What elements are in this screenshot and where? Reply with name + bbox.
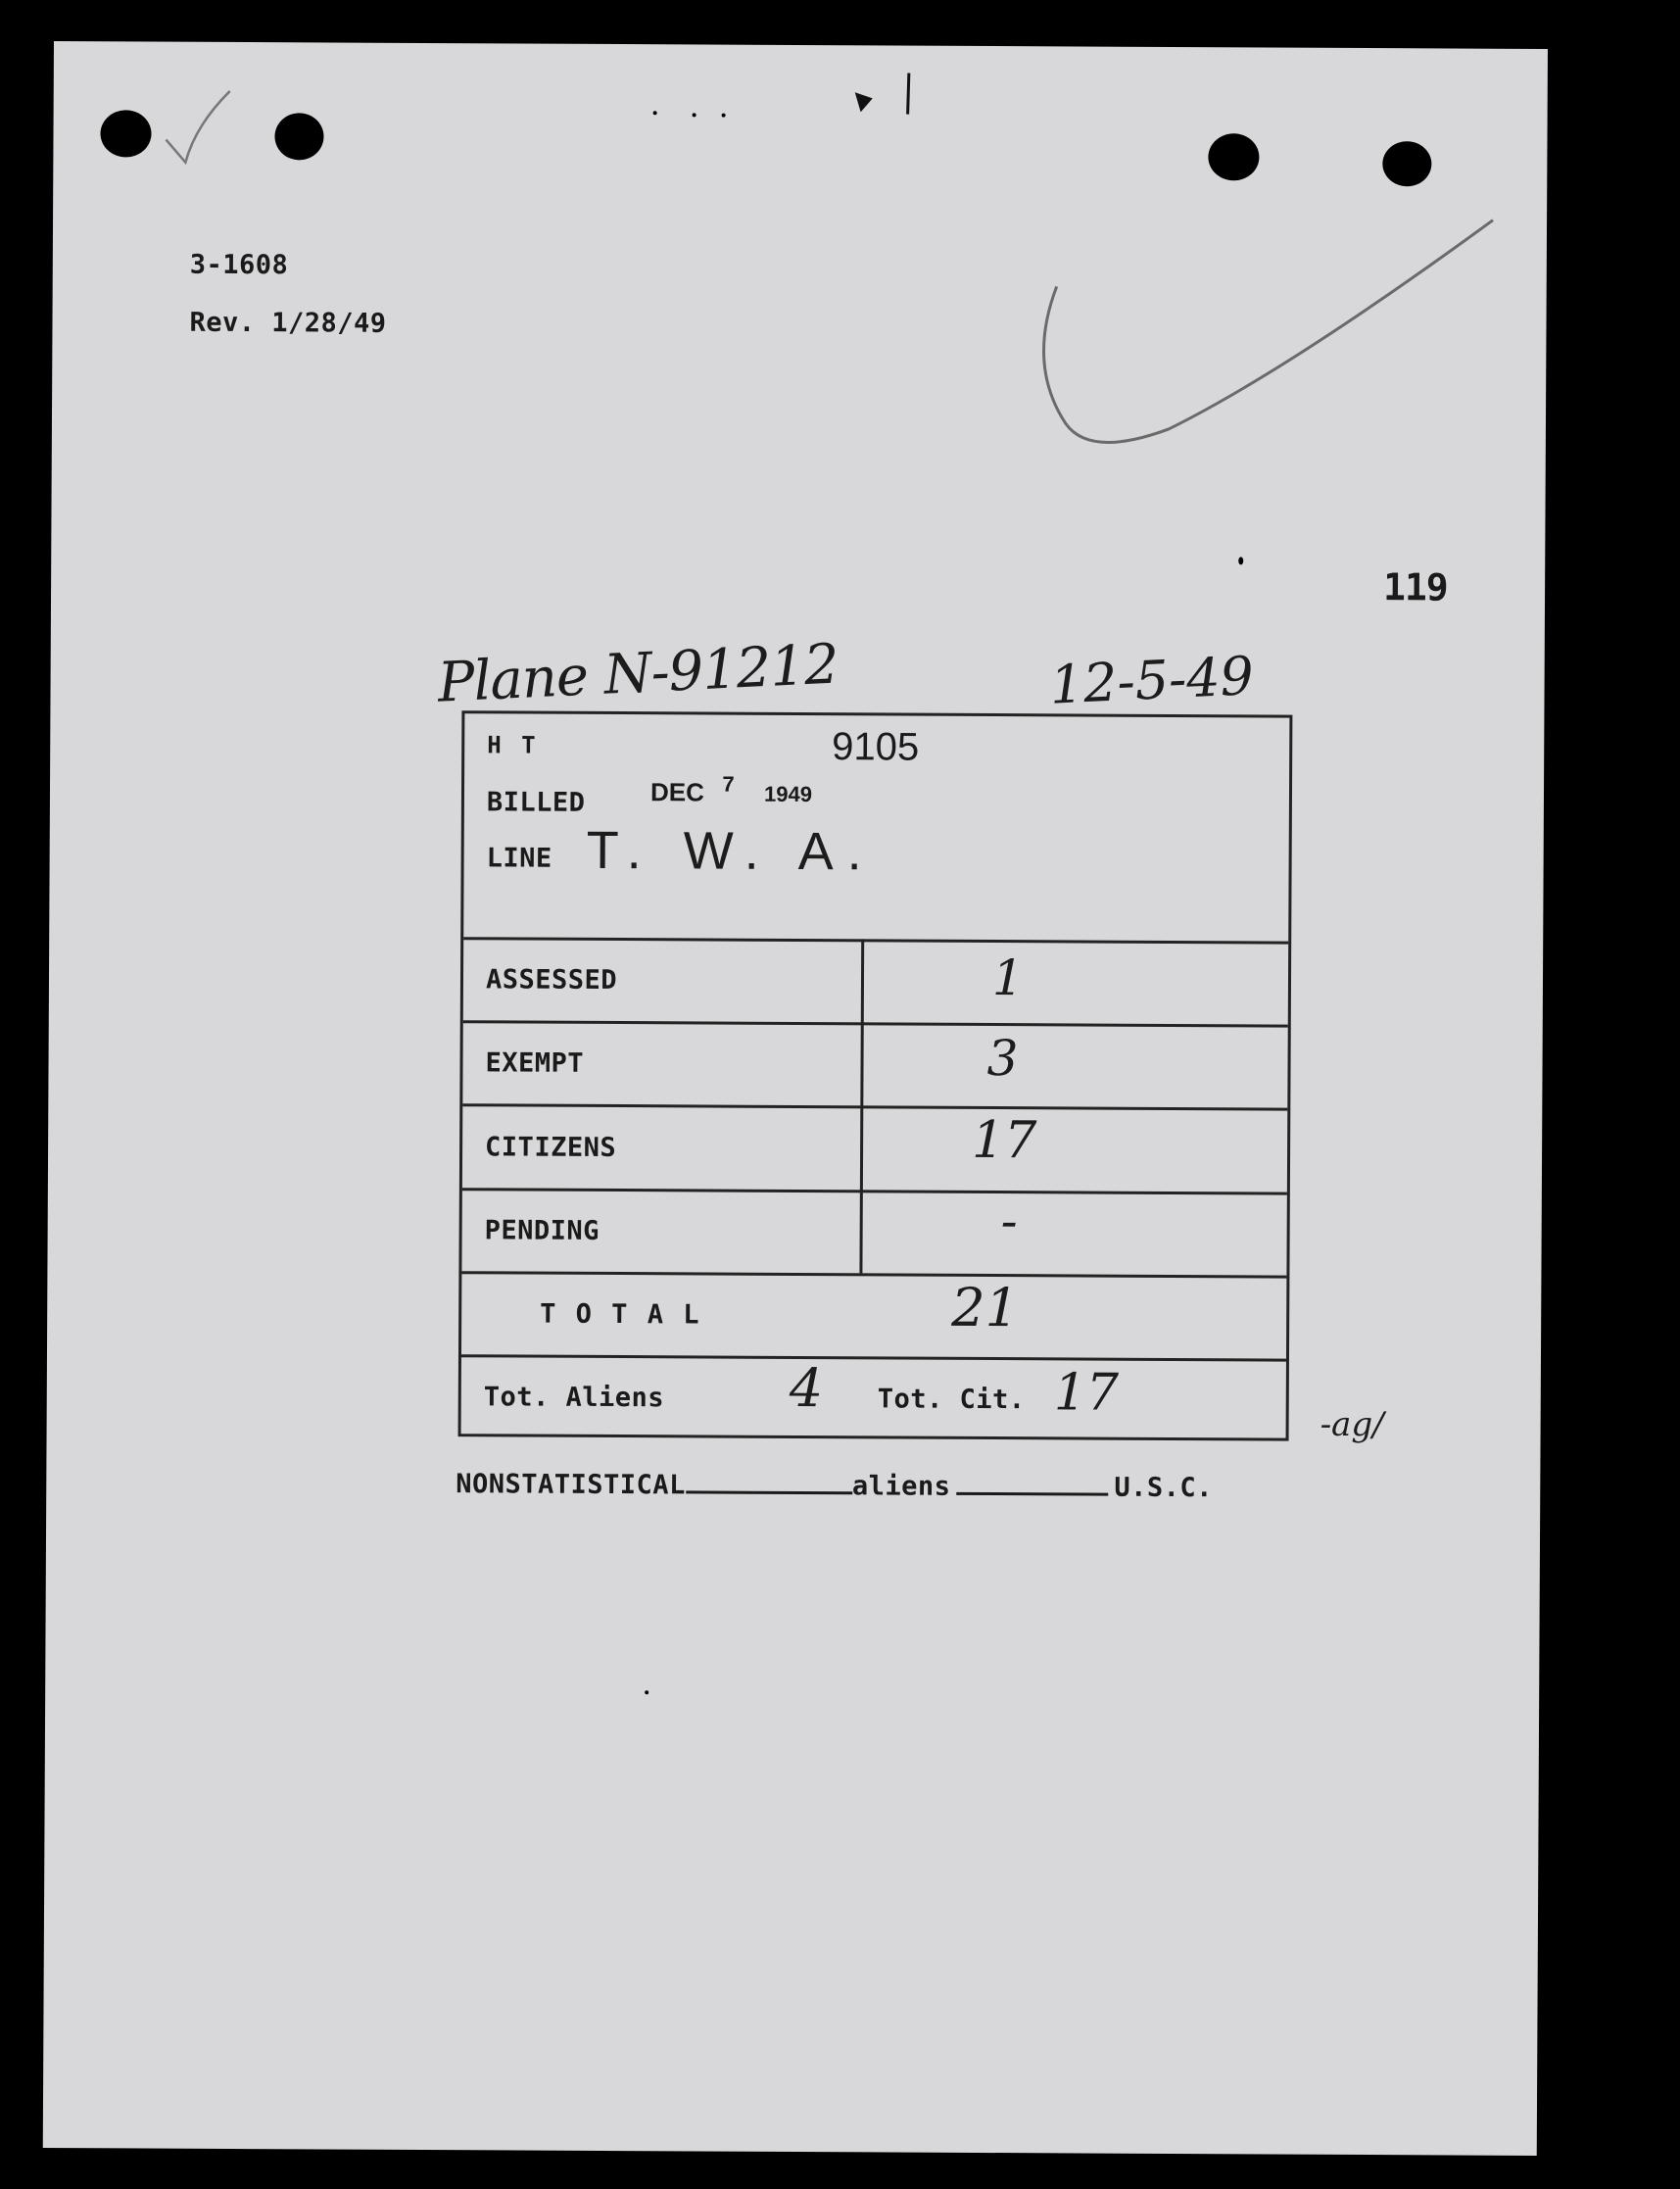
scan-artifact [722,114,726,118]
ht-number: 9105 [832,725,920,769]
punch-hole [274,113,323,160]
pencil-check-mark [161,86,239,174]
punch-hole [100,110,151,157]
document-page [43,41,1548,2156]
nonstatistical-label: NONSTATISTICAL [456,1469,686,1501]
total-label: T O T A L [540,1298,701,1331]
usc-label: U.S.C. [1114,1472,1214,1504]
form-rule [461,1354,1286,1361]
nonstatistical-usc-blank [956,1492,1108,1496]
handwritten-plane-number: Plane N-91212 [436,632,840,715]
exempt-label: EXEMPT [485,1047,585,1079]
large-check-mark [1032,178,1503,456]
scan-artifact [645,1690,648,1694]
nonstatistical-aliens-blank [686,1490,852,1494]
tot-aliens-label: Tot. Aliens [483,1382,665,1414]
scan-artifact [847,65,926,123]
handwritten-airline: T. W. A. [586,820,876,882]
aliens-label: aliens [851,1471,951,1502]
form-rule [462,1188,1287,1194]
billed-stamp-day: 7 [722,771,735,797]
pending-label: PENDING [484,1215,600,1246]
tot-cit-label: Tot. Cit. [877,1384,1026,1416]
nonstatistical-line [456,1469,1213,1503]
punch-hole [1208,133,1259,180]
scan-artifact [1238,557,1243,564]
form-rule [463,1020,1288,1027]
form-rule [462,1103,1287,1110]
scan-artifact [693,113,696,117]
total-value: 21 [951,1276,1020,1339]
billed-date-stamp [649,771,813,808]
assessed-value: 1 [991,949,1024,1007]
form-rule [461,1271,1286,1278]
tot-aliens-value: 4 [789,1356,824,1420]
page-number: 119 [1382,565,1448,609]
citizens-label: CITIZENS [485,1132,617,1164]
form-rule [463,937,1288,944]
billed-stamp-month: DEC [649,777,704,807]
manifest-form-box [458,710,1293,1440]
billed-label: BILLED [486,787,586,818]
exempt-value: 3 [986,1030,1019,1088]
scan-artifact [653,111,657,115]
assessed-label: ASSESSED [485,964,618,997]
handwritten-initials: -ag/ [1320,1404,1384,1445]
form-number: 3-1608 [189,249,289,281]
ht-label: H T [487,731,539,759]
pending-value: - [1000,1192,1018,1250]
handwritten-date: 12-5-49 [1048,645,1256,716]
line-label: LINE [486,843,552,874]
citizens-value: 17 [971,1110,1037,1171]
billed-stamp-year: 1949 [763,781,813,807]
form-revision: Rev. 1/28/49 [189,307,387,339]
tot-cit-value: 17 [1053,1363,1120,1423]
